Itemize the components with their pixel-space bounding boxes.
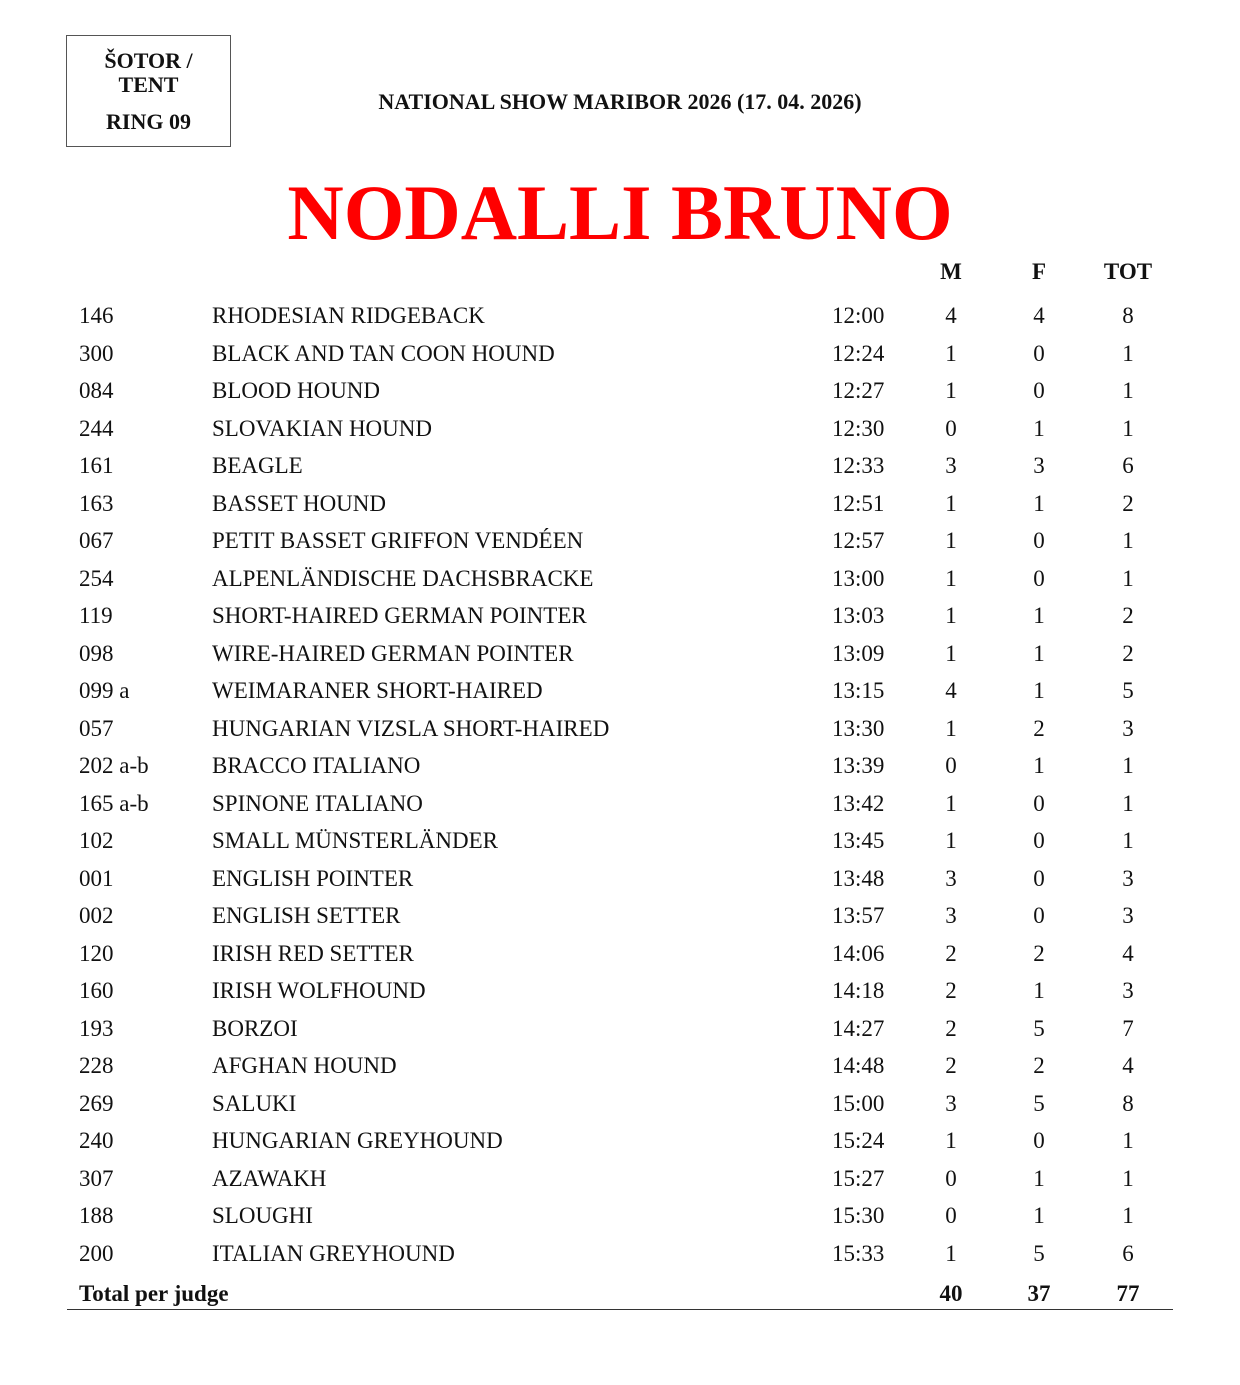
entry-code: 269 bbox=[79, 1090, 114, 1116]
entry-time: 12:24 bbox=[832, 340, 885, 366]
table-row bbox=[0, 785, 1240, 823]
entry-f: 5 bbox=[1033, 1240, 1045, 1266]
table-row bbox=[0, 372, 1240, 410]
entry-breed: ITALIAN GREYHOUND bbox=[212, 1240, 455, 1266]
entry-breed: WIRE-HAIRED GERMAN POINTER bbox=[212, 640, 574, 666]
entry-time: 13:45 bbox=[832, 828, 885, 853]
entry-f: 1 bbox=[1033, 603, 1045, 628]
entry-time: 12:27 bbox=[832, 378, 885, 403]
entry-tot: 4 bbox=[1122, 1053, 1134, 1078]
entry-f: 4 bbox=[1033, 303, 1045, 328]
entry-m: 2 bbox=[945, 1015, 957, 1041]
entry-f: 1 bbox=[1033, 678, 1045, 703]
entry-breed: AFGHAN HOUND bbox=[212, 1053, 397, 1078]
entry-code: 057 bbox=[79, 715, 114, 741]
entry-code: 163 bbox=[79, 490, 114, 516]
column-header-m: M bbox=[940, 259, 962, 284]
table-row bbox=[0, 710, 1240, 748]
ring-box-ring-number: RING 09 bbox=[106, 109, 191, 134]
total-label: Total per judge bbox=[79, 1281, 229, 1306]
table-row bbox=[0, 635, 1240, 673]
entry-f: 2 bbox=[1033, 940, 1045, 966]
table-row bbox=[0, 1197, 1240, 1235]
table-row bbox=[0, 860, 1240, 898]
entry-breed: ENGLISH SETTER bbox=[212, 903, 401, 928]
entry-f: 0 bbox=[1033, 565, 1045, 591]
entry-f: 5 bbox=[1033, 1090, 1045, 1116]
entry-breed: SLOUGHI bbox=[212, 1203, 313, 1228]
entry-breed: SPINONE ITALIANO bbox=[212, 790, 423, 816]
table-row bbox=[0, 447, 1240, 485]
entry-time: 12:57 bbox=[832, 528, 885, 553]
entry-tot: 3 bbox=[1122, 715, 1134, 741]
entry-time: 13:00 bbox=[832, 565, 885, 591]
entry-m: 3 bbox=[945, 903, 957, 928]
entry-code: 240 bbox=[79, 1128, 114, 1153]
entry-code: 254 bbox=[79, 565, 114, 591]
table-row bbox=[0, 822, 1240, 860]
entry-breed: SHORT-HAIRED GERMAN POINTER bbox=[212, 603, 587, 628]
entry-breed: IRISH WOLFHOUND bbox=[212, 978, 426, 1003]
entry-f: 0 bbox=[1033, 378, 1045, 403]
total-m: 40 bbox=[939, 1281, 963, 1306]
entry-breed: PETIT BASSET GRIFFON VENDÉEN bbox=[212, 528, 584, 553]
table-row bbox=[0, 1010, 1240, 1048]
entry-breed: ALPENLÄNDISCHE DACHSBRACKE bbox=[212, 565, 594, 591]
judge-name: NODALLI BRUNO bbox=[287, 169, 953, 256]
entry-tot: 1 bbox=[1122, 565, 1134, 591]
entry-tot: 1 bbox=[1122, 1203, 1134, 1228]
table-row bbox=[0, 297, 1240, 335]
entry-tot: 3 bbox=[1122, 978, 1134, 1003]
entry-f: 1 bbox=[1033, 640, 1045, 666]
entry-f: 0 bbox=[1033, 340, 1045, 366]
entry-time: 12:51 bbox=[832, 490, 885, 516]
entry-m: 0 bbox=[945, 753, 957, 778]
entry-f: 1 bbox=[1033, 1203, 1045, 1228]
total-row bbox=[0, 1279, 1240, 1309]
entry-tot: 1 bbox=[1122, 828, 1134, 853]
entry-f: 2 bbox=[1033, 1053, 1045, 1078]
ring-box-tent-label: ŠOTOR / bbox=[104, 48, 193, 73]
entry-breed: ENGLISH POINTER bbox=[212, 865, 414, 891]
table-row bbox=[0, 935, 1240, 973]
ring-box-tent-label-en: TENT bbox=[118, 72, 179, 97]
entry-breed: HUNGARIAN VIZSLA SHORT-HAIRED bbox=[212, 715, 610, 741]
entry-time: 12:00 bbox=[832, 303, 885, 328]
entry-breed: BORZOI bbox=[212, 1015, 298, 1041]
entry-time: 13:42 bbox=[832, 790, 885, 816]
entry-m: 1 bbox=[945, 1240, 957, 1266]
entry-m: 1 bbox=[945, 640, 957, 666]
entry-code: 002 bbox=[79, 903, 114, 928]
column-header-f: F bbox=[1031, 259, 1047, 284]
entry-tot: 6 bbox=[1122, 1240, 1134, 1266]
entry-tot: 8 bbox=[1122, 303, 1134, 328]
entry-m: 1 bbox=[945, 528, 957, 553]
entry-f: 1 bbox=[1033, 415, 1045, 441]
entry-m: 3 bbox=[945, 453, 957, 478]
entry-breed: SALUKI bbox=[212, 1090, 297, 1116]
entry-time: 15:24 bbox=[832, 1128, 885, 1153]
entry-time: 14:06 bbox=[832, 940, 885, 966]
entry-m: 1 bbox=[945, 603, 957, 628]
table-row bbox=[0, 972, 1240, 1010]
entry-code: 193 bbox=[79, 1015, 114, 1041]
entry-tot: 8 bbox=[1122, 1090, 1134, 1116]
entry-code: 307 bbox=[79, 1165, 114, 1191]
entry-f: 2 bbox=[1033, 715, 1045, 741]
entry-tot: 1 bbox=[1122, 753, 1134, 778]
entry-tot: 3 bbox=[1122, 865, 1134, 891]
entry-m: 0 bbox=[945, 1203, 957, 1228]
entry-time: 13:48 bbox=[832, 865, 885, 891]
entry-code: 146 bbox=[79, 303, 114, 328]
entry-m: 4 bbox=[945, 303, 957, 328]
entry-time: 15:30 bbox=[832, 1203, 885, 1228]
entry-m: 1 bbox=[945, 790, 957, 816]
entry-code: 165 a-b bbox=[79, 790, 149, 816]
entry-f: 1 bbox=[1033, 490, 1045, 516]
total-f: 37 bbox=[1027, 1281, 1051, 1306]
entry-breed: IRISH RED SETTER bbox=[212, 940, 414, 966]
entry-f: 0 bbox=[1033, 903, 1045, 928]
entry-code: 160 bbox=[79, 978, 114, 1003]
entry-m: 1 bbox=[945, 1128, 957, 1153]
column-header-tot: TOT bbox=[1103, 259, 1153, 284]
entry-code: 084 bbox=[79, 378, 114, 403]
entry-m: 2 bbox=[945, 940, 957, 966]
entry-code: 161 bbox=[79, 453, 114, 478]
entry-breed: AZAWAKH bbox=[212, 1165, 327, 1191]
entry-f: 0 bbox=[1033, 528, 1045, 553]
entry-m: 1 bbox=[945, 828, 957, 853]
entry-time: 14:48 bbox=[832, 1053, 885, 1078]
entry-code: 200 bbox=[79, 1240, 114, 1266]
entry-m: 2 bbox=[945, 1053, 957, 1078]
entry-breed: SLOVAKIAN HOUND bbox=[212, 415, 432, 441]
entry-code: 244 bbox=[79, 415, 114, 441]
table-row bbox=[0, 1122, 1240, 1160]
entry-tot: 1 bbox=[1122, 378, 1134, 403]
entries-table bbox=[0, 297, 1240, 1272]
total-divider bbox=[67, 1309, 1173, 1310]
table-row bbox=[0, 1085, 1240, 1123]
table-row bbox=[0, 485, 1240, 523]
entry-code: 099 a bbox=[79, 678, 130, 703]
table-row bbox=[0, 1047, 1240, 1085]
entry-time: 15:33 bbox=[832, 1240, 885, 1266]
table-row bbox=[0, 410, 1240, 448]
entry-tot: 4 bbox=[1122, 940, 1134, 966]
table-row bbox=[0, 747, 1240, 785]
entry-breed: HUNGARIAN GREYHOUND bbox=[212, 1128, 503, 1153]
entry-breed: BRACCO ITALIANO bbox=[212, 753, 421, 778]
entry-time: 15:27 bbox=[832, 1165, 885, 1191]
entry-m: 3 bbox=[945, 865, 957, 891]
table-row bbox=[0, 1160, 1240, 1198]
entry-tot: 2 bbox=[1122, 603, 1134, 628]
entry-m: 1 bbox=[945, 715, 957, 741]
entry-tot: 6 bbox=[1122, 453, 1134, 478]
entry-tot: 1 bbox=[1122, 415, 1134, 441]
entry-tot: 3 bbox=[1122, 903, 1134, 928]
entry-time: 14:18 bbox=[832, 978, 885, 1003]
total-tot: 77 bbox=[1116, 1281, 1140, 1306]
entry-code: 067 bbox=[79, 528, 114, 553]
entry-m: 0 bbox=[945, 415, 957, 441]
table-row bbox=[0, 522, 1240, 560]
table-row bbox=[0, 897, 1240, 935]
entry-m: 3 bbox=[945, 1090, 957, 1116]
entry-m: 4 bbox=[945, 678, 957, 703]
entry-f: 0 bbox=[1033, 790, 1045, 816]
entry-f: 1 bbox=[1033, 1165, 1045, 1191]
entry-code: 300 bbox=[79, 340, 114, 366]
table-row bbox=[0, 1235, 1240, 1273]
entry-m: 1 bbox=[945, 565, 957, 591]
entry-code: 188 bbox=[79, 1203, 114, 1228]
entry-f: 1 bbox=[1033, 753, 1045, 778]
entry-breed: BLOOD HOUND bbox=[212, 378, 381, 403]
entry-code: 102 bbox=[79, 828, 114, 853]
entry-m: 1 bbox=[945, 340, 957, 366]
entry-time: 13:03 bbox=[832, 603, 885, 628]
entry-code: 228 bbox=[79, 1053, 114, 1078]
entry-tot: 2 bbox=[1122, 490, 1134, 516]
entry-time: 12:33 bbox=[832, 453, 885, 478]
entry-tot: 1 bbox=[1122, 1128, 1134, 1153]
ring-box bbox=[66, 35, 231, 147]
entry-time: 13:30 bbox=[832, 715, 885, 741]
entry-breed: RHODESIAN RIDGEBACK bbox=[212, 303, 485, 328]
entry-time: 13:57 bbox=[832, 903, 885, 928]
entry-tot: 7 bbox=[1122, 1015, 1134, 1041]
show-title: NATIONAL SHOW MARIBOR 2026 (17. 04. 2026) bbox=[378, 89, 862, 114]
entry-tot: 1 bbox=[1122, 340, 1134, 366]
table-row bbox=[0, 597, 1240, 635]
entry-breed: BASSET HOUND bbox=[212, 490, 387, 516]
entry-f: 0 bbox=[1033, 1128, 1045, 1153]
entry-f: 1 bbox=[1033, 978, 1045, 1003]
entry-m: 2 bbox=[945, 978, 957, 1003]
entry-code: 119 bbox=[79, 603, 113, 628]
entry-tot: 1 bbox=[1122, 1165, 1134, 1191]
entry-time: 13:39 bbox=[832, 753, 885, 778]
entry-m: 1 bbox=[945, 490, 957, 516]
entry-code: 202 a-b bbox=[79, 753, 149, 778]
entry-breed: BEAGLE bbox=[212, 453, 303, 478]
entry-f: 0 bbox=[1033, 828, 1045, 853]
table-row bbox=[0, 335, 1240, 373]
entry-tot: 1 bbox=[1122, 528, 1134, 553]
entry-m: 1 bbox=[945, 378, 957, 403]
entry-code: 001 bbox=[79, 865, 114, 891]
entry-time: 13:15 bbox=[832, 678, 885, 703]
entry-time: 13:09 bbox=[832, 640, 885, 666]
entry-f: 3 bbox=[1033, 453, 1045, 478]
entry-breed: WEIMARANER SHORT-HAIRED bbox=[212, 678, 543, 703]
entry-time: 12:30 bbox=[832, 415, 885, 441]
entry-tot: 5 bbox=[1122, 678, 1134, 703]
entry-code: 120 bbox=[79, 940, 114, 966]
entry-time: 14:27 bbox=[832, 1015, 885, 1041]
entry-code: 098 bbox=[79, 640, 114, 666]
entry-m: 0 bbox=[945, 1165, 957, 1191]
entry-tot: 2 bbox=[1122, 640, 1134, 666]
entry-breed: SMALL MÜNSTERLÄNDER bbox=[212, 828, 499, 853]
entry-tot: 1 bbox=[1122, 790, 1134, 816]
entry-breed: BLACK AND TAN COON HOUND bbox=[212, 340, 555, 366]
table-row bbox=[0, 672, 1240, 710]
entry-time: 15:00 bbox=[832, 1090, 885, 1116]
entry-f: 0 bbox=[1033, 865, 1045, 891]
table-row bbox=[0, 560, 1240, 598]
entry-f: 5 bbox=[1033, 1015, 1045, 1041]
